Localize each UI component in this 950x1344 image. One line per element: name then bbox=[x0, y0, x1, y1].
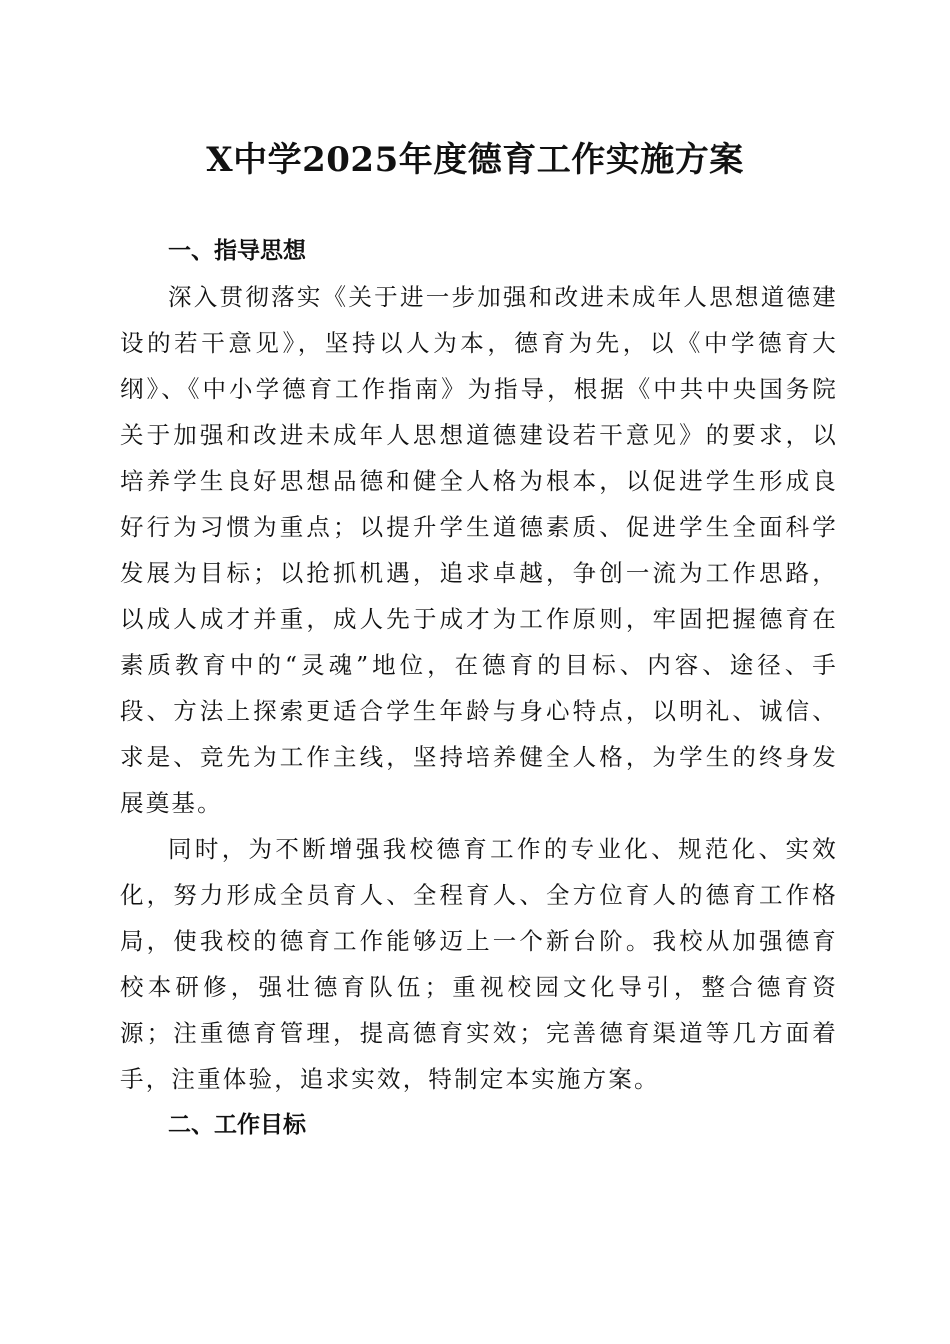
section-heading-guiding-ideology: 一、指导思想 bbox=[168, 238, 306, 264]
section-heading-work-goals: 二、工作目标 bbox=[168, 1112, 306, 1138]
paragraph-guiding-ideology-2: 同时，为不断增强我校德育工作的专业化、规范化、实效化，努力形成全员育人、全程育人、全方位育人的德育工作格局，使我校的德育工作能够迈上一个新台阶。我校从加强德育校本研修，强壮德育队伍；重视校园文化导引，整合德育资源；注重德育管理，提高德育实效；完善德育渠道等几方面着手，注重体验，追求实效，特制定本实施方案。 bbox=[120, 835, 838, 1093]
paragraph-guiding-ideology-1: 深入贯彻落实《关于进一步加强和改进未成年人思想道德建设的若干意见》，坚持以人为本，德育为先，以《中学德育大纲》、《中小学德育工作指南》为指导，根据《中共中央国务院关于加强和改进未成年人思想道德建设若干意见》的要求，以培养学生良好思想品德和健全人格为根本，以促进学生形成良好行为习惯为重点；以提升学生道德素质、促进学生全面科学发展为目标；以抢抓机遇，追求卓越，争创一流为工作思路，以成人成才并重，成人先于成才为工作原则，牢固把握德育在素质教育中的“灵魂”地位，在德育的目标、内容、途径、手段、方法上探索更适合学生年龄与身心特点，以明礼、诚信、求是、竞先为工作主线，坚持培养健全人格，为学生的终身发展奠基。 bbox=[120, 283, 838, 817]
document-body bbox=[120, 228, 838, 1148]
document-title: X中学2025年度德育工作实施方案 bbox=[206, 140, 744, 180]
